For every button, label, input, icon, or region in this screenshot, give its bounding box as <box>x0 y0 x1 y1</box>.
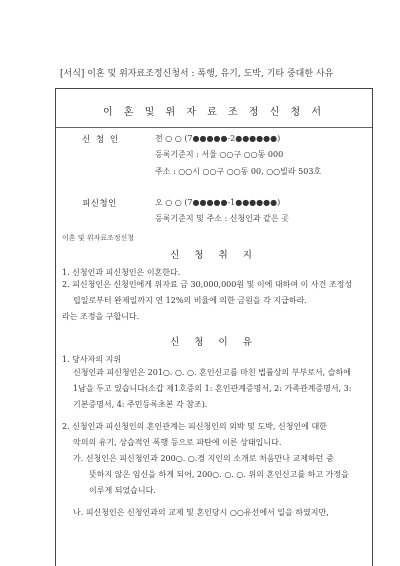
purpose-item-2-line: 립일로부터 완제일까지 연 12%의 비율에 의한 금원을 각 지급하라. <box>73 296 307 305</box>
reason-1-line: 신청인과 피신청인은 201○. ○. ○. 혼인신고를 마친 법률상의 부부로서, 슬하에 <box>73 368 351 377</box>
respondent-address: 등록기준지 및 주소 : 신청인과 같은 곳 <box>155 214 289 223</box>
form-caption: [서식] 이혼 및 위자료조정신청서 : 폭행, 유기, 도박, 기타 중대한 사유 <box>60 69 334 79</box>
reason-2-line: 악의의 유기, 상습적인 폭행 등으로 파탄에 이른 상태입니다. <box>73 438 282 447</box>
purpose-item-1: 1. 신청인과 피신청인은 이혼한다. <box>62 268 181 277</box>
applicant-address: 주소 : ○○시 ○○구 ○○동 00, ○○빌라 503호 <box>155 167 322 176</box>
reason-2-body <box>62 419 327 451</box>
purpose-closing: 라는 조정을 구합니다. <box>62 312 140 321</box>
purpose-item-2-line: 2. 피신청인은 신청인에게 위자료 금 30,000,000원 및 이에 대하여 이 사건 조정성 <box>62 280 353 289</box>
respondent-label: 피신청인 <box>82 199 117 209</box>
reason-2-ga <box>73 451 349 499</box>
title-divider <box>56 127 372 128</box>
reason-1-body <box>73 365 351 413</box>
reason-2-line: 2. 신청인과 피신청인의 혼인관계는 피신청인의 외박 및 도박, 신청인에 대한 <box>62 422 327 431</box>
reason-2-na: 나. 피신청인은 신청인과의 교제 및 혼인당시 ○○유선에서 일을 하였지만, <box>73 508 329 517</box>
reason-1-line: 1남을 두고 있습니다(소갑 제1호증의 1: 혼인관계증명서, 2: 가족관계증명서, 3: <box>73 384 352 393</box>
respondent-name: 오 ○ ○ (7●●●●●-1●●●●●●) <box>155 198 281 207</box>
purpose-item-2 <box>62 277 352 325</box>
purpose-heading: 신 청 취 지 <box>170 250 258 261</box>
reason-1-title: 1. 당사자의 지위 <box>62 355 122 364</box>
reasons-heading: 신 청 이 유 <box>170 337 258 348</box>
applicant-registry: 등록기준지 : 서울 ○○구 ○○동 000 <box>155 150 284 159</box>
reason-2-ga-line: 가. 신청인은 피신청인과 200○. ○.경 지인의 소개로 처음만나 교제하던 중 <box>73 454 334 463</box>
document-title: 이 혼 및 위 자 료 조 정 신 청 서 <box>102 107 326 118</box>
reason-2-ga-line: 뜻하지 않은 임신을 하게 되어, 200○. ○. ○. 위의 혼인신고를 하고 가정을 <box>89 470 349 479</box>
applicant-name: 전 ○ ○ (7●●●●●-2●●●●●●) <box>155 134 281 143</box>
application-form <box>55 88 373 566</box>
case-line: 이혼 및 위자료조정신청 <box>62 234 135 242</box>
reason-1-line: 기본증명서, 4: 주민등록초본 각 참조). <box>73 400 208 409</box>
applicant-label: 신 청 인 <box>82 135 120 145</box>
reason-2-ga-line: 이루게 되었습니다. <box>89 486 156 495</box>
